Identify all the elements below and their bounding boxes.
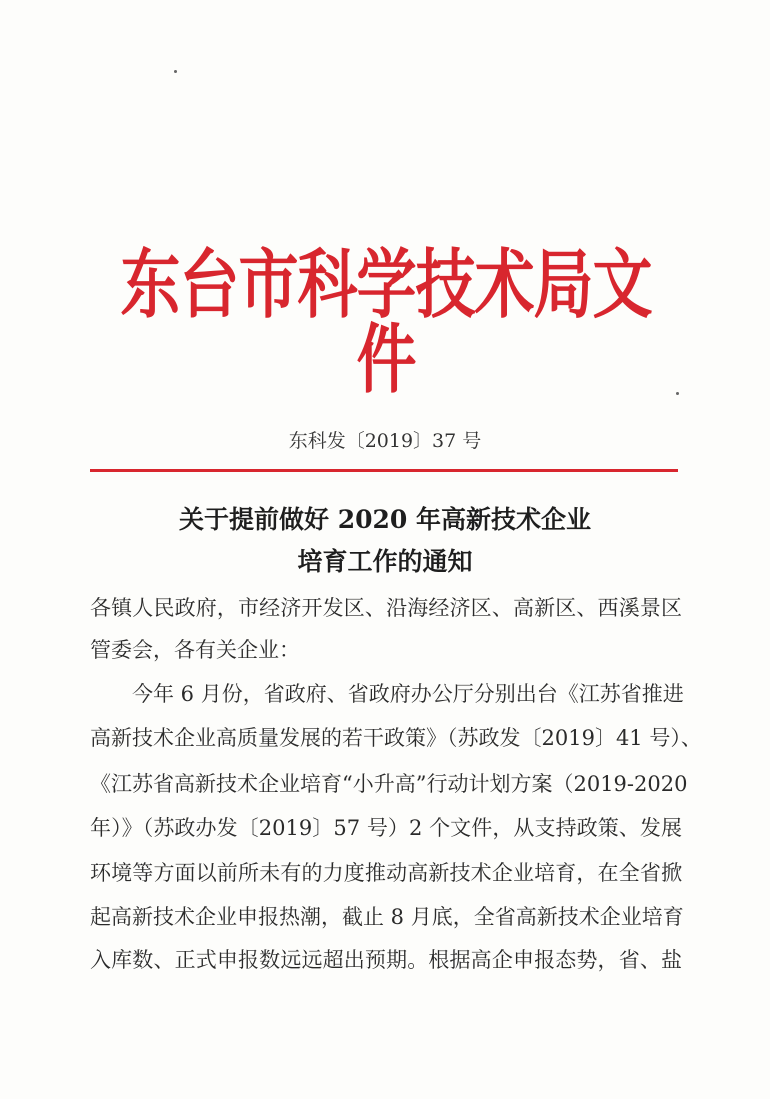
- body-line: 年）》（苏政办发〔2019〕57 号）2 个文件，从支持政策、发展: [90, 816, 682, 840]
- body-line: 各镇人民政府，市经济开发区、沿海经济区、高新区、西溪景区: [90, 596, 682, 620]
- body-line: 管委会，各有关企业：: [90, 638, 300, 662]
- scan-speck: [676, 392, 679, 395]
- body-line: 环境等方面以前所未有的力度推动高新技术企业培育，在全省掀: [90, 861, 682, 885]
- issuer-header: 东台市科学技术局文件: [120, 241, 652, 405]
- red-divider: [90, 469, 678, 472]
- body-line: 高新技术企业高质量发展的若干政策》（苏政发〔2019〕41 号）、: [90, 726, 702, 750]
- body-line: 入库数、正式申报数远远超出预期。根据高企申报态势，省、盐: [90, 948, 682, 972]
- document-number: 东科发〔2019〕37 号: [288, 430, 482, 452]
- body-line: 起高新技术企业申报热潮，截止 8 月底，全省高新技术企业培育: [90, 905, 684, 929]
- document-title-line-1: 关于提前做好 2020 年高新技术企业: [179, 505, 591, 534]
- scan-speck: [174, 70, 177, 73]
- body-line: 今年 6 月份，省政府、省政府办公厅分别出台《江苏省推进: [132, 682, 684, 706]
- body-line: 《江苏省高新技术企业培育“小升高”行动计划方案（2019-2020: [90, 772, 688, 796]
- document-title-line-2: 培育工作的通知: [297, 547, 473, 576]
